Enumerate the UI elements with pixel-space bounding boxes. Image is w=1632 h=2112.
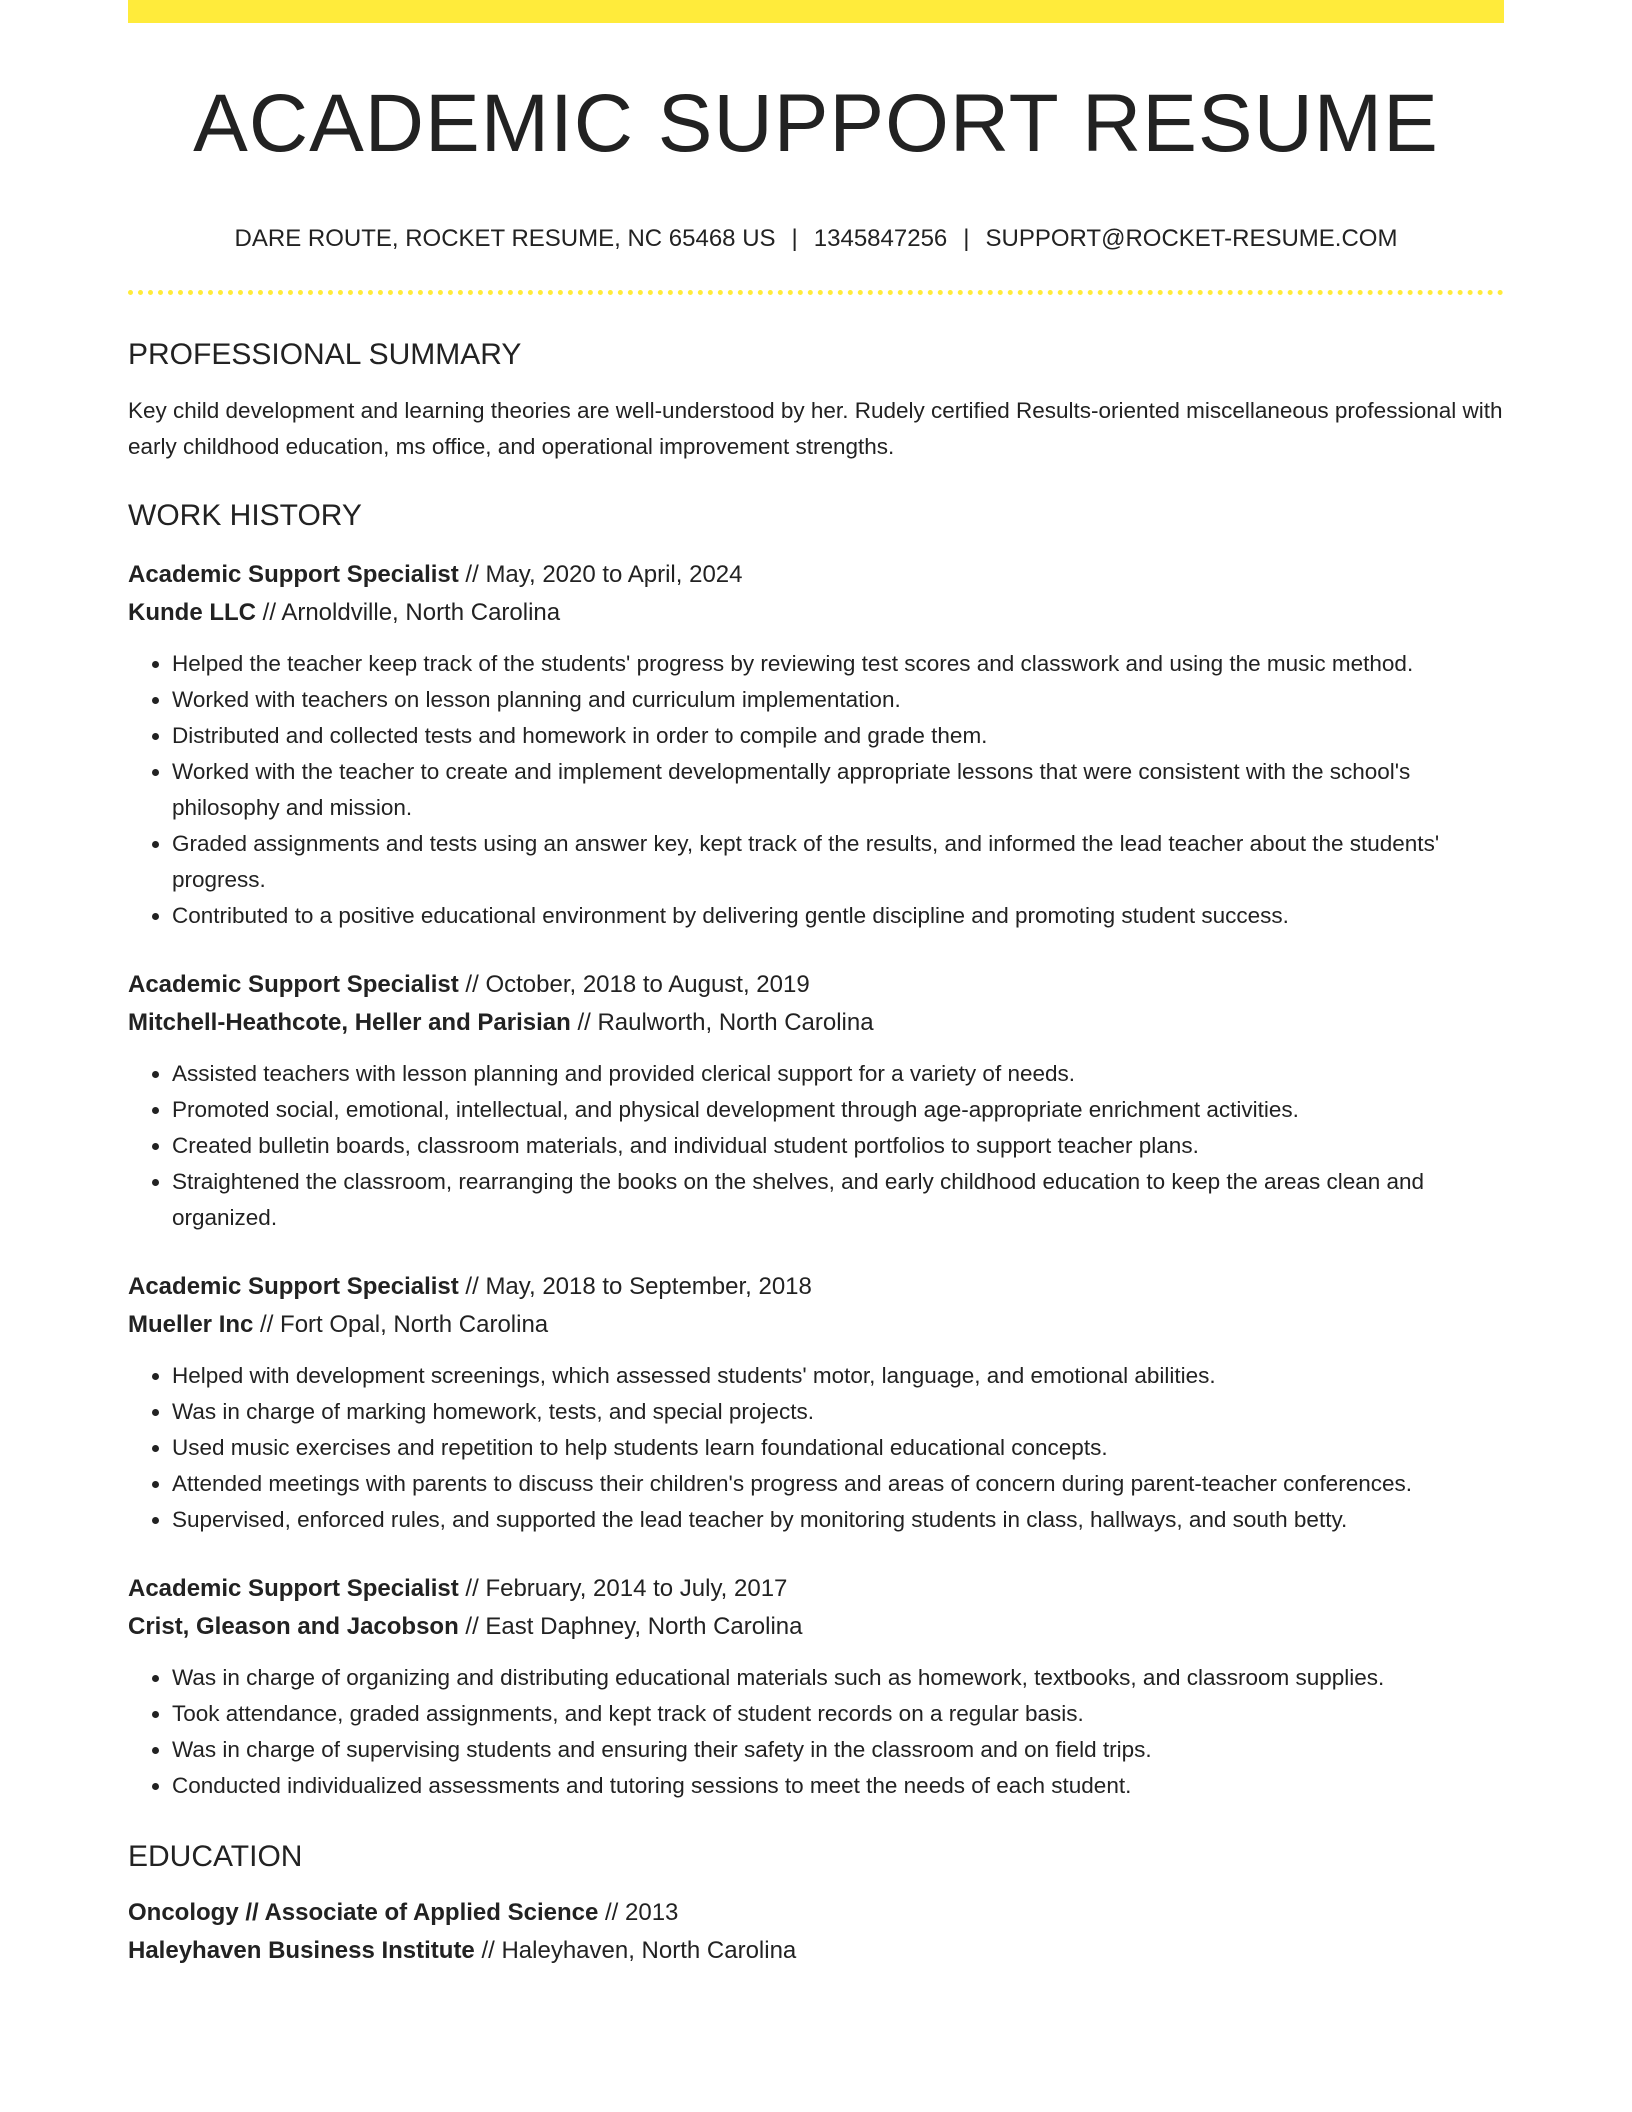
job-company: Crist, Gleason and Jacobson (128, 1613, 459, 1640)
contact-address: DARE ROUTE, ROCKET RESUME, NC 65468 US (234, 225, 776, 252)
education-year: // 2013 (598, 1899, 679, 1926)
job-entry (128, 556, 1504, 934)
job-company: Kunde LLC (128, 599, 256, 626)
duty-item: • Promoted social, emotional, intellectual, and physical development through age-appropriate enrichment activities. (172, 1092, 1504, 1128)
job-role: Academic Support Specialist (128, 1273, 459, 1300)
job-title-line (128, 1570, 1504, 1608)
contact-email: SUPPORT@ROCKET-RESUME.COM (985, 225, 1398, 252)
job-entry (128, 1570, 1504, 1804)
duty-item: • Graded assignments and tests using an answer key, kept track of the results, and informed the lead teacher about the students' progress. (172, 826, 1504, 898)
duty-item: • Worked with the teacher to create and implement developmentally appropriate lessons that were consistent with the school's philosophy and mission. (172, 754, 1504, 826)
duty-item: • Used music exercises and repetition to help students learn foundational educational concepts. (172, 1430, 1504, 1466)
duty-item: • Supervised, enforced rules, and supported the lead teacher by monitoring students in class, hallways, and south betty. (172, 1502, 1504, 1538)
job-company-line (128, 1306, 1504, 1344)
summary-text: Key child development and learning theories are well-understood by her. Rudely certified Results-oriented miscellaneous professional with early childhood education, ms office, and operational improvement strengths. (128, 398, 1503, 459)
summary-heading: PROFESSIONAL SUMMARY (128, 338, 522, 371)
education-school: Haleyhaven Business Institute (128, 1937, 475, 1964)
duty-item: • Conducted individualized assessments and tutoring sessions to meet the needs of each student. (172, 1768, 1504, 1804)
job-entry (128, 966, 1504, 1236)
duty-item: • Distributed and collected tests and homework in order to compile and grade them. (172, 718, 1504, 754)
education-school-line (128, 1932, 1504, 1970)
job-company: Mitchell-Heathcote, Heller and Parisian (128, 1009, 571, 1036)
resume-page (128, 0, 1504, 1970)
job-dates: // February, 2014 to July, 2017 (458, 1575, 788, 1602)
job-company-line (128, 594, 1504, 632)
dotted-divider (128, 290, 1504, 295)
duty-item: • Helped the teacher keep track of the students' progress by reviewing test scores and classwork and using the music method. (172, 646, 1504, 682)
job-duties (128, 1056, 1504, 1236)
contact-separator: | (791, 225, 798, 252)
top-accent-bar (128, 0, 1504, 23)
job-dates: // May, 2018 to September, 2018 (458, 1273, 812, 1300)
job-entry (128, 1268, 1504, 1538)
work-history-heading: WORK HISTORY (128, 499, 362, 532)
job-title-line (128, 966, 1504, 1004)
job-title-line (128, 1268, 1504, 1306)
resume-title: ACADEMIC SUPPORT RESUME (193, 78, 1439, 169)
duty-item: • Straightened the classroom, rearranging the books on the shelves, and early childhood education to keep the areas clean and organized. (172, 1164, 1504, 1236)
education-entry (128, 1894, 1504, 1970)
job-company-line (128, 1004, 1504, 1042)
job-company: Mueller Inc (128, 1311, 254, 1338)
duty-item: • Was in charge of supervising students and ensuring their safety in the classroom and on field trips. (172, 1732, 1504, 1768)
job-role: Academic Support Specialist (128, 971, 459, 998)
duty-item: • Contributed to a positive educational environment by delivering gentle discipline and promoting student success. (172, 898, 1504, 934)
duty-item: • Attended meetings with parents to discuss their children's progress and areas of concern during parent-teacher conferences. (172, 1466, 1504, 1502)
job-location: // Arnoldville, North Carolina (255, 599, 561, 626)
education-degree-line (128, 1894, 1504, 1932)
duty-item: • Created bulletin boards, classroom materials, and individual student portfolios to support teacher plans. (172, 1128, 1504, 1164)
duty-item: • Helped with development screenings, which assessed students' motor, language, and emotional abilities. (172, 1358, 1504, 1394)
duty-item: • Was in charge of organizing and distributing educational materials such as homework, textbooks, and classroom supplies. (172, 1660, 1504, 1696)
duty-item: • Was in charge of marking homework, tests, and special projects. (172, 1394, 1504, 1430)
education-location: // Haleyhaven, North Carolina (474, 1937, 797, 1964)
job-dates: // May, 2020 to April, 2024 (458, 561, 743, 588)
duty-item: • Worked with teachers on lesson planning and curriculum implementation. (172, 682, 1504, 718)
job-role: Academic Support Specialist (128, 1575, 459, 1602)
job-duties (128, 1358, 1504, 1538)
job-company-line (128, 1608, 1504, 1646)
contact-phone: 1345847256 (813, 225, 948, 252)
job-location: // Raulworth, North Carolina (570, 1009, 874, 1036)
contact-line (128, 227, 1504, 251)
education-degree: Oncology // Associate of Applied Science (128, 1899, 599, 1926)
job-duties (128, 1660, 1504, 1804)
job-role: Academic Support Specialist (128, 561, 459, 588)
contact-separator: | (963, 225, 970, 252)
job-dates: // October, 2018 to August, 2019 (458, 971, 810, 998)
duty-item: • Assisted teachers with lesson planning and provided clerical support for a variety of needs. (172, 1056, 1504, 1092)
job-duties (128, 646, 1504, 934)
duty-item: • Took attendance, graded assignments, and kept track of student records on a regular basis. (172, 1696, 1504, 1732)
job-location: // Fort Opal, North Carolina (253, 1311, 549, 1338)
job-title-line (128, 556, 1504, 594)
education-heading: EDUCATION (128, 1840, 303, 1873)
job-location: // East Daphney, North Carolina (458, 1613, 803, 1640)
